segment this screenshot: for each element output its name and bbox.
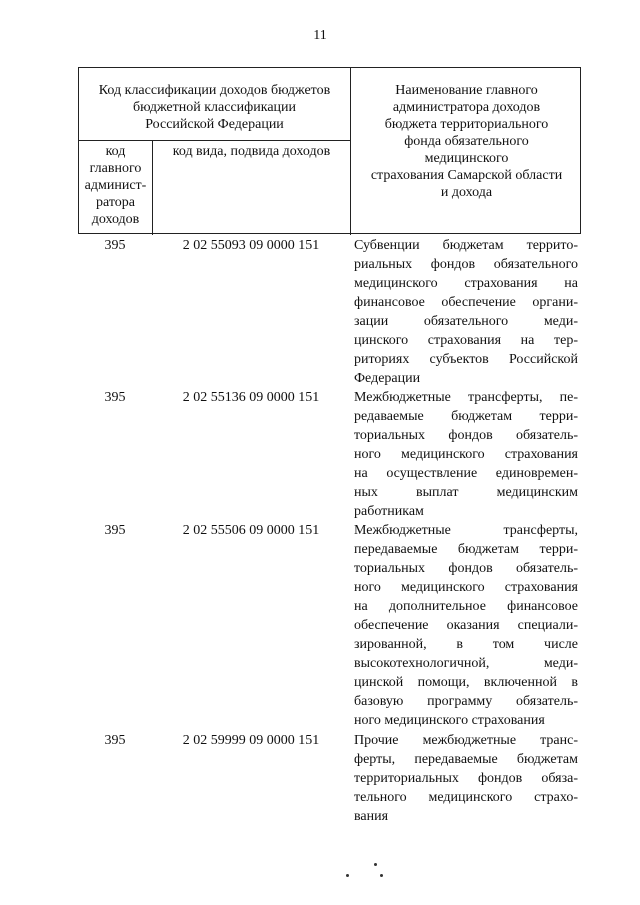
name-cell	[354, 521, 578, 730]
scan-speck	[380, 874, 383, 877]
kind-code-cell: 2 02 55506 09 0000 151	[182, 523, 320, 538]
name-cell	[354, 236, 578, 388]
table-header	[78, 67, 581, 234]
name-line: на дополнительное финансовое	[354, 599, 578, 614]
name-line: ного медицинского страхования	[354, 447, 578, 462]
name-line: риальных фондов обязательного	[354, 257, 578, 272]
admin-code-cell: 395	[104, 390, 126, 405]
name-line: ного медицинского страхования	[354, 580, 578, 595]
header-line: бюджетной классификации	[132, 100, 297, 115]
name-line: ферты, передаваемые бюджетам	[354, 752, 578, 767]
name-line: Субвенции бюджетам террито-	[354, 238, 578, 253]
name-line: передаваемые бюджетам терри-	[354, 542, 578, 557]
name-line: редаваемые бюджетам терри-	[354, 409, 578, 424]
header-name	[351, 68, 582, 235]
header-line: ратора	[96, 195, 135, 210]
kind-code-cell: 2 02 55136 09 0000 151	[182, 390, 320, 405]
header-line: Российской Федерации	[145, 117, 284, 132]
name-line: территориальных фондов обяза-	[354, 771, 578, 786]
name-line: Федерации	[354, 371, 421, 386]
scan-speck	[346, 874, 349, 877]
header-line: главного	[89, 161, 142, 176]
page-number: 11	[313, 28, 327, 43]
name-line: медицинского страхования на	[354, 276, 578, 291]
scan-speck	[374, 863, 377, 866]
name-line: на осуществление единовремен-	[354, 466, 578, 481]
name-line: ных выплат медицинским	[354, 485, 578, 500]
header-kind-code	[153, 141, 351, 235]
name-line: зированной, в том числе	[354, 637, 578, 652]
name-line: зации обязательного меди-	[354, 314, 578, 329]
admin-code-cell: 395	[104, 523, 126, 538]
name-line: ного медицинского страхования	[354, 713, 545, 728]
header-line: Наименование главного	[395, 83, 538, 98]
name-line: вания	[354, 809, 389, 824]
name-line: ториальных фондов обязатель-	[354, 561, 578, 576]
admin-code-cell: 395	[104, 238, 126, 253]
name-line: финансовое обеспечение органи-	[354, 295, 578, 310]
name-line: базовую программу обязатель-	[354, 694, 578, 709]
header-line: медицинского	[424, 151, 509, 166]
header-line: администратора доходов	[392, 100, 541, 115]
header-line: Код классификации доходов бюджетов	[98, 83, 331, 98]
header-line: страхования Самарской области	[370, 168, 563, 183]
header-line: фонда обязательного	[404, 134, 529, 149]
name-line: высокотехнологичной, меди-	[354, 656, 578, 671]
name-cell	[354, 731, 578, 826]
name-line: Межбюджетные трансферты, пе-	[354, 390, 578, 405]
kind-code-cell: 2 02 55093 09 0000 151	[182, 238, 320, 253]
kind-code-cell: 2 02 59999 09 0000 151	[182, 733, 320, 748]
header-classification-code	[79, 68, 351, 141]
header-line: код	[105, 144, 126, 159]
name-line: риториях субъектов Российской	[354, 352, 578, 367]
admin-code-cell: 395	[104, 733, 126, 748]
name-line: Прочие межбюджетные транс-	[354, 733, 578, 748]
name-line: обеспечение оказания специали-	[354, 618, 578, 633]
header-line: код вида, подвида доходов	[172, 144, 331, 159]
header-admin-code	[79, 141, 153, 235]
name-line: ториальных фондов обязатель-	[354, 428, 578, 443]
name-cell	[354, 388, 578, 521]
name-line: цинской помощи, включенной в	[354, 675, 578, 690]
name-line: работникам	[354, 504, 424, 519]
header-line: бюджета территориального	[384, 117, 549, 132]
header-line: админист-	[84, 178, 147, 193]
header-line: и дохода	[440, 185, 493, 200]
name-line: тельного медицинского страхо-	[354, 790, 578, 805]
header-line: доходов	[91, 212, 140, 227]
name-line: Межбюджетные трансферты,	[354, 523, 578, 538]
name-line: цинского страхования на тер-	[354, 333, 578, 348]
